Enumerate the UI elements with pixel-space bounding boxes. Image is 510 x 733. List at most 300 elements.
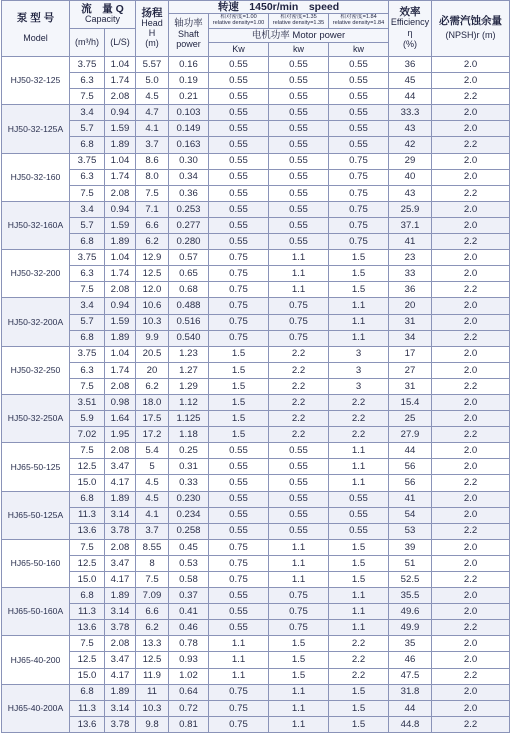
table-row [2,169,510,185]
motor-kw-d184-cell: 1.5 [329,282,389,298]
q-ls-cell: 4.17 [105,572,136,588]
table-row [2,411,510,427]
motor-kw-d100-cell: 0.75 [209,266,269,282]
table-row [2,636,510,652]
efficiency-header-en: Efficiency [390,17,430,28]
motor-kw-d135-cell: 0.55 [269,73,329,89]
q-ls-cell: 1.74 [105,169,136,185]
motor-kw-d135-cell: 1.1 [269,250,329,266]
npsh-cell: 2.0 [432,362,510,378]
motor-kw-d135-cell: 1.1 [269,266,329,282]
npsh-cell: 2.2 [432,89,510,105]
motor-kw-d135-cell: 0.75 [269,588,329,604]
motor-kw-d100-cell: 1.5 [209,346,269,362]
npsh-cell: 2.0 [432,314,510,330]
q-ls-cell: 1.59 [105,121,136,137]
efficiency-cell: 43 [389,185,432,201]
efficiency-cell: 46 [389,652,432,668]
motor-kw-d184-cell: 1.1 [329,588,389,604]
npsh-cell: 2.2 [432,668,510,684]
motor-kw-d184-cell: 0.55 [329,491,389,507]
motor-kw-d100-cell: 0.55 [209,121,269,137]
efficiency-cell: 52.5 [389,572,432,588]
q-ls-cell: 1.89 [105,491,136,507]
motor-kw-d100-cell: 0.55 [209,620,269,636]
q-ls-cell: 3.14 [105,507,136,523]
shaft-power-en1: Shaft [177,28,199,39]
table-row [2,475,510,491]
head-cell: 8.55 [136,539,169,555]
head-cell: 6.2 [136,620,169,636]
shaft-power-cell: 1.125 [169,411,209,427]
motor-kw-d184-cell: 1.5 [329,250,389,266]
motor-kw-d135-cell: 1.5 [269,636,329,652]
table-row [2,523,510,539]
table-row [2,539,510,555]
head-cell: 12.9 [136,250,169,266]
q-m3h-cell: 3.4 [70,201,105,217]
motor-kw-d100-cell: 0.75 [209,572,269,588]
motor-kw-d135-cell: 0.55 [269,137,329,153]
q-ls-cell: 0.94 [105,298,136,314]
model-cell: HJ65-50-160 [2,539,70,587]
motor-kw-d100-cell: 0.55 [209,153,269,169]
shaft-power-cell: 0.45 [169,539,209,555]
head-cell: 7.5 [136,185,169,201]
capacity-unit-m3h: (m³/h) [70,29,105,57]
q-m3h-cell: 6.8 [70,588,105,604]
shaft-power-cell: 0.163 [169,137,209,153]
npsh-cell: 2.0 [432,121,510,137]
head-cell: 5.57 [136,57,169,73]
head-cell: 7.5 [136,572,169,588]
motor-kw-2: kw [269,43,329,57]
model-header [2,1,70,57]
head-cell: 8 [136,555,169,571]
efficiency-cell: 33.3 [389,105,432,121]
table-row [2,250,510,266]
shaft-power-cell: 0.53 [169,555,209,571]
q-ls-cell: 3.47 [105,555,136,571]
model-cell: HJ50-32-160 [2,153,70,201]
motor-kw-d135-cell: 1.5 [269,668,329,684]
npsh-cell: 2.0 [432,298,510,314]
efficiency-cell: 36 [389,282,432,298]
q-ls-cell: 1.89 [105,330,136,346]
efficiency-cell: 35.5 [389,588,432,604]
motor-kw-d184-cell: 3 [329,346,389,362]
head-header-en: Head [141,17,163,28]
table-row [2,282,510,298]
motor-kw-d135-cell: 0.55 [269,507,329,523]
shaft-power-cell: 1.27 [169,362,209,378]
q-m3h-cell: 6.3 [70,169,105,185]
q-m3h-cell: 3.4 [70,105,105,121]
motor-kw-d135-cell: 0.55 [269,217,329,233]
motor-kw-d100-cell: 0.55 [209,523,269,539]
q-m3h-cell: 6.3 [70,266,105,282]
motor-kw-d184-cell: 2.2 [329,652,389,668]
table-row [2,700,510,716]
motor-kw-d100-cell: 0.75 [209,555,269,571]
q-m3h-cell: 15.0 [70,668,105,684]
model-cell: HJ50-32-160A [2,201,70,249]
model-header-cn: 泵 型 号 [16,12,55,24]
q-ls-cell: 1.59 [105,314,136,330]
q-m3h-cell: 12.5 [70,555,105,571]
motor-kw-d135-cell: 1.1 [269,282,329,298]
q-ls-cell: 3.78 [105,716,136,732]
density-1-en: relative density=1.00 [212,20,265,26]
head-cell: 11 [136,684,169,700]
shaft-power-cell: 1.29 [169,378,209,394]
q-m3h-cell: 5.7 [70,314,105,330]
table-row [2,89,510,105]
motor-kw-d184-cell: 1.1 [329,314,389,330]
q-ls-cell: 1.74 [105,73,136,89]
npsh-cell: 2.0 [432,684,510,700]
motor-kw-d184-cell: 0.75 [329,153,389,169]
table-row [2,73,510,89]
table-row [2,668,510,684]
head-cell: 4.5 [136,491,169,507]
q-m3h-cell: 7.5 [70,89,105,105]
model-cell: HJ50-32-125A [2,105,70,153]
q-m3h-cell: 11.3 [70,604,105,620]
efficiency-header [389,1,432,57]
head-cell: 5.4 [136,443,169,459]
shaft-power-cell: 0.234 [169,507,209,523]
motor-kw-d184-cell: 0.55 [329,57,389,73]
shaft-power-cell: 0.253 [169,201,209,217]
q-m3h-cell: 3.75 [70,153,105,169]
npsh-cell: 2.0 [432,346,510,362]
head-cell: 5 [136,459,169,475]
q-m3h-cell: 3.75 [70,57,105,73]
efficiency-cell: 44 [389,700,432,716]
shaft-power-cell: 0.81 [169,716,209,732]
motor-kw-1: Kw [209,43,269,57]
efficiency-cell: 42 [389,137,432,153]
capacity-header-en: Capacity [84,14,120,24]
speed-header: 转速 1450r/min speed [169,1,389,14]
shaft-power-cell: 0.78 [169,636,209,652]
motor-kw-d100-cell: 0.55 [209,57,269,73]
motor-kw-d135-cell: 0.75 [269,314,329,330]
npsh-cell: 2.0 [432,169,510,185]
head-cell: 18.0 [136,394,169,410]
q-ls-cell: 2.08 [105,539,136,555]
efficiency-cell: 51 [389,555,432,571]
motor-kw-d135-cell: 1.1 [269,700,329,716]
motor-kw-d184-cell: 0.75 [329,201,389,217]
efficiency-header-unit: (%) [403,38,418,49]
motor-kw-d184-cell: 2.2 [329,411,389,427]
motor-kw-d100-cell: 0.55 [209,459,269,475]
head-cell: 6.2 [136,378,169,394]
motor-kw-d184-cell: 1.5 [329,684,389,700]
q-ls-cell: 3.78 [105,523,136,539]
motor-kw-d135-cell: 2.2 [269,346,329,362]
head-cell: 3.7 [136,137,169,153]
q-m3h-cell: 12.5 [70,459,105,475]
motor-kw-d184-cell: 0.55 [329,73,389,89]
q-ls-cell: 2.08 [105,378,136,394]
efficiency-cell: 27.9 [389,427,432,443]
motor-kw-d100-cell: 0.55 [209,137,269,153]
shaft-power-en2: power [176,39,201,50]
shaft-power-cell: 0.72 [169,700,209,716]
q-ls-cell: 1.74 [105,362,136,378]
table-row [2,185,510,201]
shaft-power-cell: 0.19 [169,73,209,89]
efficiency-cell: 36 [389,57,432,73]
q-m3h-cell: 6.8 [70,684,105,700]
head-cell: 10.6 [136,298,169,314]
npsh-cell: 2.2 [432,330,510,346]
npsh-cell: 2.0 [432,153,510,169]
shaft-power-cell: 0.41 [169,604,209,620]
q-ls-cell: 0.94 [105,105,136,121]
shaft-power-cell: 0.230 [169,491,209,507]
shaft-power-cell: 0.149 [169,121,209,137]
npsh-cell: 2.2 [432,185,510,201]
motor-kw-d184-cell: 0.55 [329,523,389,539]
efficiency-cell: 33 [389,266,432,282]
npsh-cell: 2.0 [432,105,510,121]
table-row [2,234,510,250]
motor-kw-d184-cell: 2.2 [329,394,389,410]
head-cell: 4.7 [136,105,169,121]
table-body [2,57,510,733]
motor-kw-d135-cell: 0.55 [269,443,329,459]
shaft-power-cell: 0.33 [169,475,209,491]
head-cell: 12.5 [136,266,169,282]
efficiency-cell: 43 [389,121,432,137]
q-ls-cell: 1.89 [105,137,136,153]
head-cell: 12.0 [136,282,169,298]
table-row [2,491,510,507]
motor-kw-d100-cell: 0.55 [209,588,269,604]
head-cell: 3.7 [136,523,169,539]
npsh-cell: 2.0 [432,539,510,555]
model-cell: HJ50-32-250A [2,394,70,442]
head-cell: 7.09 [136,588,169,604]
shaft-power-cell: 0.30 [169,153,209,169]
shaft-power-cell: 0.31 [169,459,209,475]
table-row [2,427,510,443]
efficiency-cell: 56 [389,459,432,475]
motor-kw-d184-cell: 1.1 [329,604,389,620]
motor-kw-d184-cell: 1.5 [329,555,389,571]
shaft-power-cell: 0.68 [169,282,209,298]
efficiency-cell: 41 [389,234,432,250]
npsh-cell: 2.2 [432,282,510,298]
model-cell: HJ50-32-200 [2,250,70,298]
efficiency-cell: 34 [389,330,432,346]
motor-kw-d184-cell: 0.75 [329,234,389,250]
npsh-cell: 2.0 [432,636,510,652]
table-row [2,588,510,604]
head-cell: 6.6 [136,604,169,620]
efficiency-header-cn: 效率 [399,5,421,18]
head-header-unit: (m) [145,38,159,49]
npsh-header [432,1,510,57]
motor-kw-d184-cell: 1.1 [329,475,389,491]
density-3-en: relative density=1.84 [332,20,385,26]
table-row [2,362,510,378]
motor-kw-d184-cell: 0.75 [329,185,389,201]
table-row [2,459,510,475]
motor-kw-d135-cell: 0.55 [269,234,329,250]
motor-kw-d135-cell: 0.55 [269,57,329,73]
q-m3h-cell: 11.3 [70,700,105,716]
motor-kw-d135-cell: 1.5 [269,652,329,668]
efficiency-header-sym: η [407,28,413,38]
efficiency-cell: 41 [389,491,432,507]
q-m3h-cell: 6.3 [70,362,105,378]
efficiency-cell: 25.9 [389,201,432,217]
motor-kw-d184-cell: 1.1 [329,443,389,459]
motor-kw-d135-cell: 0.55 [269,169,329,185]
npsh-cell: 2.0 [432,411,510,427]
q-ls-cell: 2.08 [105,185,136,201]
motor-kw-d100-cell: 0.55 [209,443,269,459]
head-cell: 8.0 [136,169,169,185]
q-ls-cell: 3.14 [105,604,136,620]
table-row [2,378,510,394]
density-1-header [209,14,269,29]
table-row [2,137,510,153]
model-cell: HJ65-40-200A [2,684,70,732]
motor-kw-d135-cell: 0.55 [269,105,329,121]
capacity-unit-ls: (L/S) [105,29,136,57]
head-cell: 9.9 [136,330,169,346]
q-m3h-cell: 13.6 [70,716,105,732]
motor-kw-d100-cell: 0.55 [209,475,269,491]
efficiency-cell: 37.1 [389,217,432,233]
q-m3h-cell: 5.7 [70,121,105,137]
shaft-power-header [169,14,209,57]
q-m3h-cell: 12.5 [70,652,105,668]
npsh-cell: 2.2 [432,427,510,443]
shaft-power-cell: 0.93 [169,652,209,668]
npsh-cell: 2.0 [432,700,510,716]
motor-kw-d100-cell: 0.55 [209,604,269,620]
q-ls-cell: 1.89 [105,588,136,604]
table-row [2,604,510,620]
table-row [2,105,510,121]
motor-power-header: 电机功率 Motor power [209,29,389,43]
model-cell: HJ65-40-200 [2,636,70,684]
npsh-cell: 2.0 [432,604,510,620]
capacity-header-cn: 流 量 Q [81,3,124,16]
q-m3h-cell: 5.9 [70,411,105,427]
q-ls-cell: 3.14 [105,700,136,716]
q-ls-cell: 1.74 [105,266,136,282]
q-m3h-cell: 7.5 [70,443,105,459]
motor-kw-d184-cell: 1.5 [329,266,389,282]
motor-kw-d100-cell: 0.75 [209,539,269,555]
table-row [2,201,510,217]
shaft-power-cell: 0.488 [169,298,209,314]
efficiency-cell: 27 [389,362,432,378]
motor-kw-d100-cell: 0.55 [209,185,269,201]
motor-kw-d100-cell: 0.55 [209,234,269,250]
motor-kw-d184-cell: 2.2 [329,427,389,443]
table-row [2,684,510,700]
motor-kw-d100-cell: 0.75 [209,282,269,298]
shaft-power-cell: 0.65 [169,266,209,282]
npsh-cell: 2.2 [432,523,510,539]
motor-kw-d135-cell: 0.55 [269,475,329,491]
density-2-cn: 相对密度=1.35 [280,14,317,21]
motor-kw-d100-cell: 1.5 [209,378,269,394]
density-3-header [329,14,389,29]
head-cell: 12.5 [136,652,169,668]
head-cell: 6.2 [136,234,169,250]
motor-kw-d135-cell: 1.1 [269,555,329,571]
q-ls-cell: 2.08 [105,636,136,652]
npsh-cell: 2.0 [432,459,510,475]
table-row [2,314,510,330]
model-cell: HJ50-32-200A [2,298,70,346]
npsh-cell: 2.2 [432,137,510,153]
motor-kw-d184-cell: 1.5 [329,539,389,555]
table-row [2,394,510,410]
motor-kw-d100-cell: 0.75 [209,684,269,700]
table-row [2,266,510,282]
shaft-power-cell: 0.34 [169,169,209,185]
table-row [2,121,510,137]
npsh-cell: 2.0 [432,250,510,266]
motor-kw-d184-cell: 1.5 [329,572,389,588]
motor-kw-d135-cell: 0.55 [269,491,329,507]
q-ls-cell: 3.47 [105,459,136,475]
motor-kw-d100-cell: 0.75 [209,250,269,266]
motor-kw-d100-cell: 0.55 [209,507,269,523]
head-cell: 9.8 [136,716,169,732]
q-ls-cell: 2.08 [105,282,136,298]
motor-kw-d100-cell: 0.55 [209,491,269,507]
motor-kw-d184-cell: 1.1 [329,459,389,475]
motor-kw-d135-cell: 1.1 [269,539,329,555]
table-row [2,153,510,169]
table-row [2,507,510,523]
q-ls-cell: 4.17 [105,475,136,491]
motor-kw-d184-cell: 1.1 [329,330,389,346]
q-m3h-cell: 7.5 [70,636,105,652]
motor-kw-d135-cell: 0.75 [269,604,329,620]
npsh-cell: 2.0 [432,555,510,571]
table-row [2,716,510,732]
head-cell: 4.1 [136,507,169,523]
head-cell: 17.5 [136,411,169,427]
motor-kw-d100-cell: 0.55 [209,89,269,105]
motor-kw-d184-cell: 3 [329,378,389,394]
density-1-cn: 相对密度=1.00 [220,14,257,21]
motor-kw-d135-cell: 2.2 [269,427,329,443]
head-header [136,1,169,57]
motor-kw-d184-cell: 1.5 [329,716,389,732]
motor-kw-d184-cell: 1.1 [329,298,389,314]
head-cell: 20 [136,362,169,378]
motor-kw-d100-cell: 0.55 [209,105,269,121]
npsh-cell: 2.0 [432,507,510,523]
npsh-cell: 2.0 [432,266,510,282]
table-row [2,57,510,73]
q-ls-cell: 1.89 [105,234,136,250]
